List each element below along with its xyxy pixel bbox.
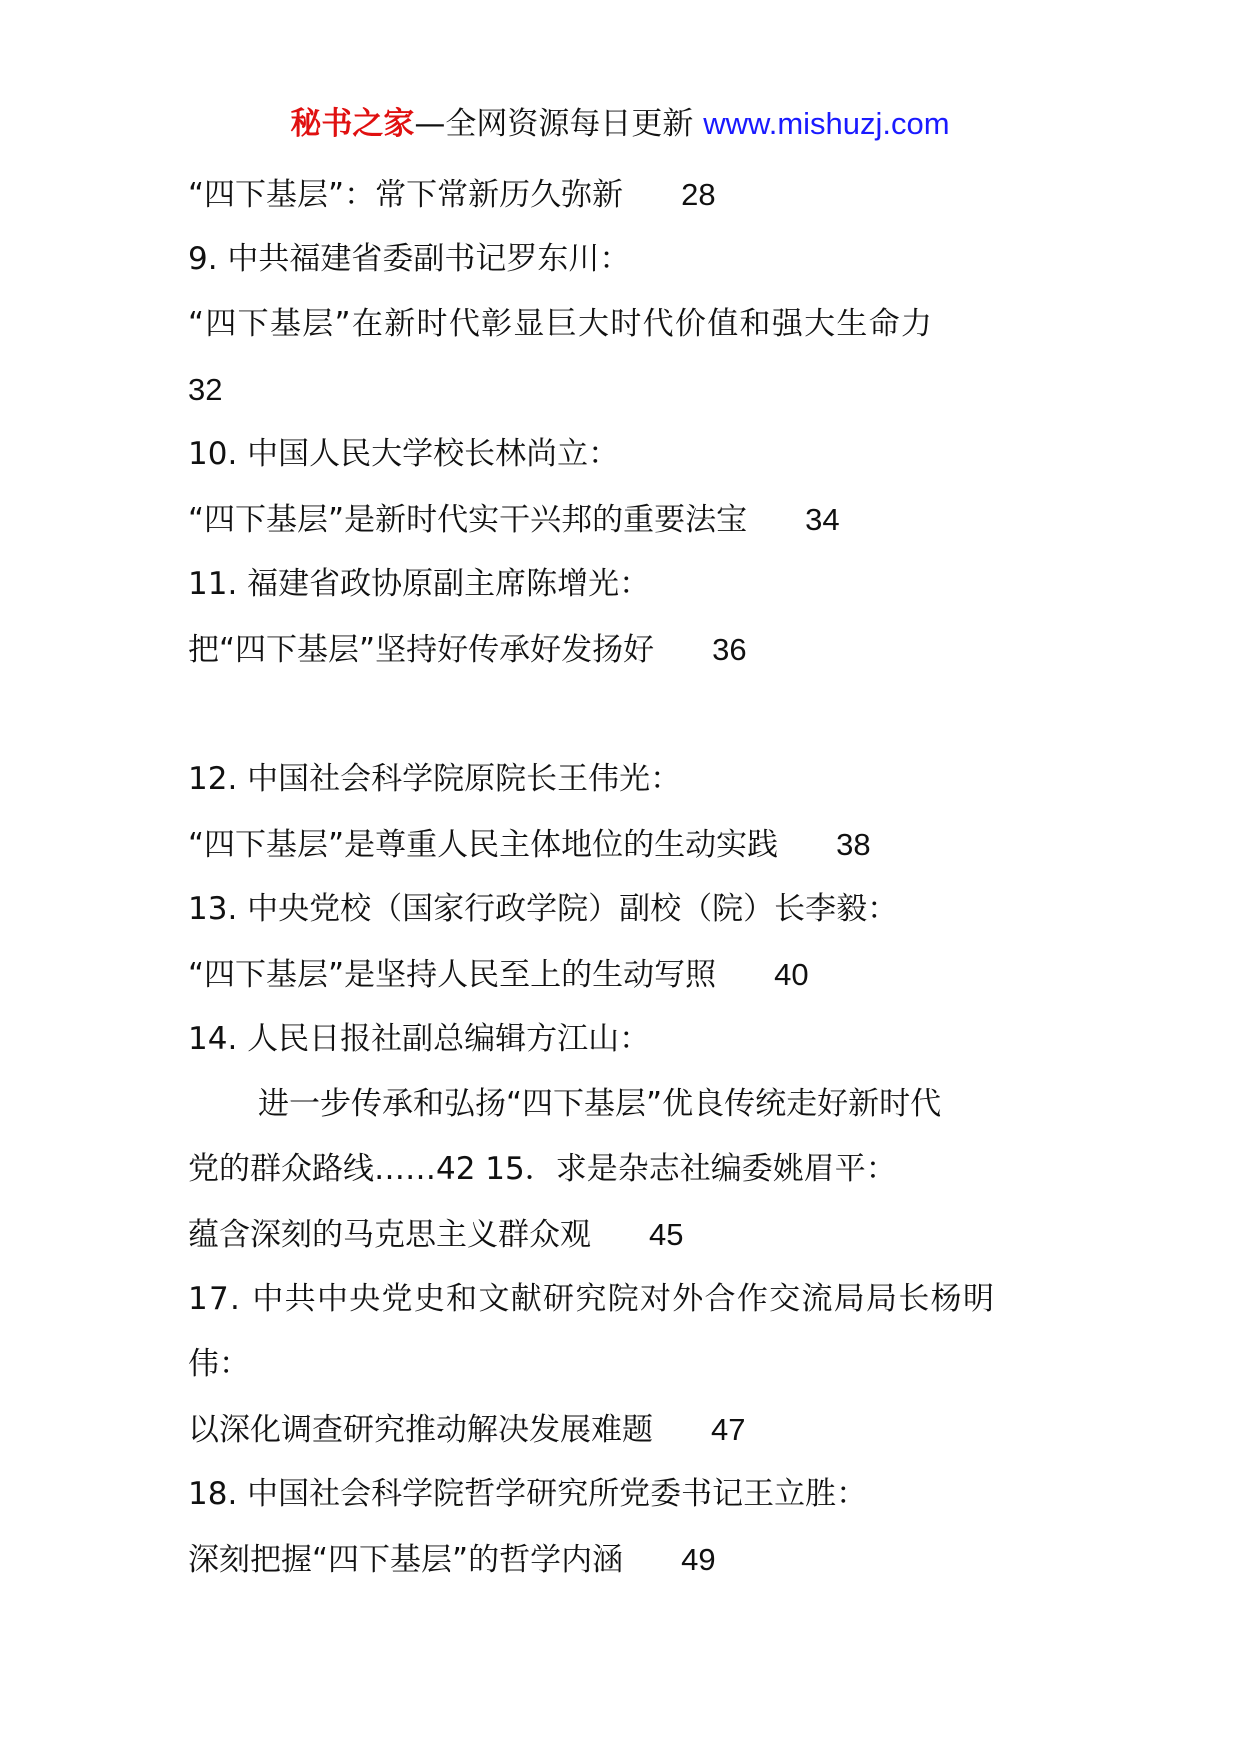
toc-author: 9. 中共福建省委副书记罗东川： xyxy=(188,241,631,277)
toc-entry xyxy=(188,1397,1068,1462)
toc-page-number: 49 xyxy=(681,1542,716,1577)
toc-entry-title: “四下基层”是尊重人民主体地位的生动实践 xyxy=(188,827,779,863)
toc-author: 11. 福建省政协原副主席陈增光： xyxy=(188,566,651,602)
toc-author: 14. 人民日报社副总编辑方江山： xyxy=(188,1021,651,1057)
toc-author: 10. 中国人民大学校长林尚立： xyxy=(188,436,620,472)
toc-entry-title: “四下基层”在新时代彰显巨大时代价值和强大生命力 xyxy=(188,306,934,342)
toc-entry-title: 进一步传承和弘扬“四下基层”优良传统走好新时代 xyxy=(258,1086,942,1122)
header-tagline: —全网资源每日更新 xyxy=(414,106,704,142)
toc-author: 18. 中国社会科学院哲学研究所党委书记王立胜： xyxy=(188,1476,868,1512)
toc-page-number: 28 xyxy=(681,177,716,212)
toc-entry xyxy=(188,812,1068,877)
brand-name: 秘书之家 xyxy=(290,106,415,142)
toc-page-number: 32 xyxy=(188,372,223,407)
toc-entry xyxy=(188,162,1068,227)
toc-author-continuation: 伟： xyxy=(188,1346,250,1382)
toc-page-number: 47 xyxy=(711,1412,746,1447)
toc-entry-title: 深刻把握“四下基层”的哲学内涵 xyxy=(188,1542,624,1578)
toc-entry-continuation: 党的群众路线……42 15．求是杂志社编委姚眉平： xyxy=(188,1151,897,1187)
toc-entry xyxy=(188,1202,1068,1267)
blank-line xyxy=(188,682,1068,747)
toc-author: 17. 中共中央党史和文献研究院对外合作交流局局长杨明 xyxy=(188,1281,996,1317)
toc-page-number: 34 xyxy=(805,502,840,537)
toc-entry xyxy=(188,487,1068,552)
toc-entry xyxy=(188,617,1068,682)
toc-author: 12. 中国社会科学院原院长王伟光： xyxy=(188,761,682,797)
toc-entry-title: 把“四下基层”坚持好传承好发扬好 xyxy=(188,632,655,668)
toc-entry-title: “四下基层”是坚持人民至上的生动写照 xyxy=(188,957,717,993)
toc-page-number: 38 xyxy=(836,827,871,862)
toc-author: 13. 中央党校（国家行政学院）副校（院）长李毅： xyxy=(188,891,899,927)
toc-entry-title: 蕴含深刻的马克思主义群众观 xyxy=(188,1217,591,1253)
toc-page-number: 45 xyxy=(649,1217,684,1252)
toc-entry-title: “四下基层”：常下常新历久弥新 xyxy=(188,177,624,213)
toc-page-number: 36 xyxy=(712,632,747,667)
toc-entry xyxy=(188,1527,1068,1592)
header-url[interactable]: www.mishuzj.com xyxy=(703,106,950,141)
page-header xyxy=(0,102,1240,146)
toc-entry xyxy=(188,942,1068,1007)
table-of-contents xyxy=(188,162,1068,1592)
toc-entry-title: “四下基层”是新时代实干兴邦的重要法宝 xyxy=(188,502,748,538)
toc-page-number: 40 xyxy=(774,957,809,992)
toc-entry-title: 以深化调查研究推动解决发展难题 xyxy=(188,1412,653,1448)
